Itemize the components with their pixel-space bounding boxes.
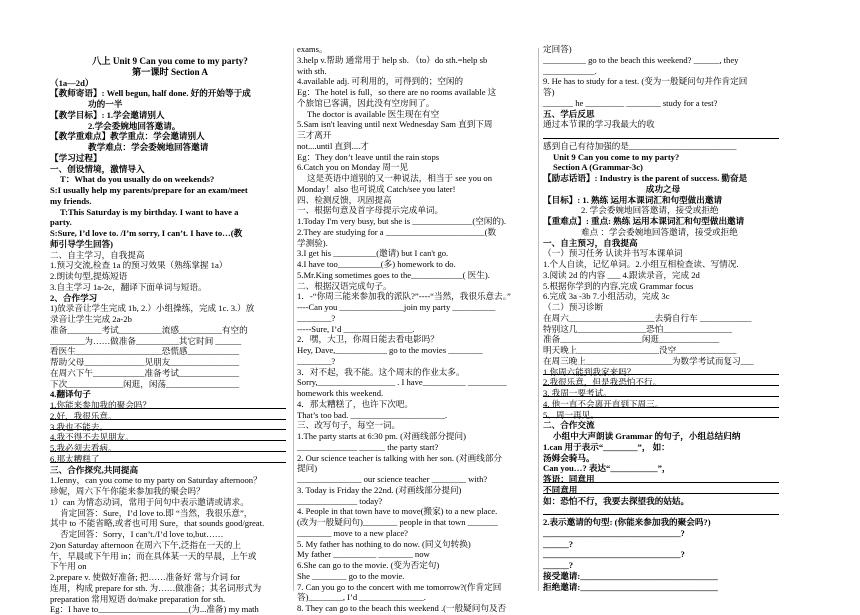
text-line: 答语：同意用	[543, 474, 783, 485]
text-line: 5、周一再见。	[543, 410, 783, 421]
text-line: 下次_____________闲逛，闲荡_________________	[50, 378, 240, 389]
text-line: 1.Jenny，can you come to my party on Saturday afternoon？	[50, 475, 262, 486]
text-line: Hey, Dave,____________ go to the movies ________	[297, 345, 483, 355]
text-line: 在周六____________________去骑自行车 ____________	[543, 312, 752, 323]
text-line: ________________________________?	[543, 549, 685, 560]
text-line: 【教师寄语】: Well begun, half done. 好的开始等于成	[50, 88, 251, 99]
text-line: （二）预习诊断	[543, 302, 604, 312]
text-line: 8. They can go to the beach this weekend .(一般疑问句及否	[297, 603, 507, 613]
column-middle	[297, 44, 532, 614]
text-line: Sorry,__________________ . I have__________ _________	[297, 377, 507, 388]
text-line: 2.They are studying for a _______________________(数	[297, 226, 497, 237]
text-line: not....until 直到....才	[297, 140, 369, 151]
text-line: 一、创设情境，激情导入	[50, 163, 145, 174]
text-line: S:Sure, I’d love to. /I’m sorry, I can’t. I have to…(教	[50, 228, 243, 238]
text-line: 2. Our science teacher is talking with her son. (对画线部分	[297, 452, 503, 463]
text-line: 功的一半	[88, 99, 123, 109]
text-line: with sth.	[297, 65, 327, 76]
text-line: 四、检测反馈，巩固提高	[297, 194, 392, 205]
text-line: 一、自主预习，自我提高	[543, 237, 638, 248]
text-line: 5.根据你学到的内容,完成 Grammar focus	[543, 280, 694, 291]
text-line: 1．-“你周三能来参加我的派队?”----“当然，我很乐意去。”	[297, 291, 511, 302]
column-divider	[293, 48, 294, 591]
text-line: 珍妮，周六下午你能来参加我的聚会吗？	[50, 486, 205, 496]
text-line: 【教学重难点】教学重点：学会邀请别人	[50, 131, 205, 142]
text-line: 准备___________________闲逛______________	[543, 334, 720, 345]
text-line: 如：恐怕不行，我要去探望我的姑姑。	[543, 495, 690, 506]
text-line: 4.I have too__________(多) homework to do.	[297, 259, 456, 269]
text-line: 6.完成 3a -3b 7.小组活动，完成 3c	[543, 291, 670, 302]
text-line: my friends.	[50, 195, 92, 206]
text-line: 1.你周六能到我家来吗？	[543, 367, 783, 378]
text-line	[543, 130, 783, 141]
text-line: 答)________, I’d _______________.	[297, 592, 426, 603]
text-line: 连用，构成 prepare for sth. 为……做准备；其名词形式为	[50, 582, 262, 593]
text-line: 成功之母	[645, 183, 681, 194]
text-line: 否定回答：Sorry，I can’t./I’d love to,but……	[60, 529, 224, 539]
text-line: 1.预习交流,检查 1a 的预习效果（熟练掌握 1a）	[50, 260, 228, 271]
text-line: 一、根据句意及首字母提示完成单词。	[297, 205, 444, 216]
text-line: 拒绝邀请:________________________________	[543, 581, 718, 592]
text-line: That’s too bad. ______________________.	[297, 409, 448, 420]
text-line: 二、合作交流	[543, 420, 595, 431]
text-line: 个旅馆已客满，因此没有空房间了。	[297, 97, 435, 108]
text-line: 3.我也不能去。	[50, 422, 290, 433]
text-line: ______?	[543, 560, 574, 570]
text-line: 答)	[543, 87, 555, 97]
text-line: 2. 学会委婉地回答邀请，接受或拒绝	[581, 205, 719, 216]
text-line: 2)on Saturday afternoon 在周六下午,泛指在一天的上	[50, 539, 241, 550]
text-line: 3.阅读 2d 的内容 ___ 4.跟读录音，完成 2d	[543, 269, 700, 280]
text-line: 【励志话语】: Industry is the parent of success. 勤奋是	[543, 173, 748, 183]
text-line: 6.那太糟糕了	[50, 454, 290, 465]
text-line: 1.Today I'm very busy, but she is ______________(空闲的).	[297, 216, 507, 226]
text-line: 4.我不得不去见朋友。	[50, 432, 290, 443]
text-line: 二、自主学习，自我提高	[50, 249, 145, 260]
text-line: The doctor is available 医生现在有空	[307, 108, 440, 119]
text-line: ______________ ______ the party start?	[297, 441, 439, 452]
text-line: 3．对不起，我不能。这个周末的作业太多。	[297, 366, 465, 377]
text-line: 2.朗读句型,提炼短语	[50, 271, 128, 281]
text-line: （1a—2d）	[50, 77, 94, 88]
text-line: Eg：The hotel is full，so there are no rooms available 这	[297, 87, 497, 97]
text-line: 5. My father has nothing to do now. (同义句转换)	[297, 538, 471, 549]
text-line: 教学难点：学会委婉地回答邀请	[88, 142, 209, 152]
text-line: 2.prepare v. 使做好准备; 把……准备好 常与介词 for	[50, 572, 241, 582]
column-left	[50, 56, 290, 615]
text-line: 难点 ：学会委婉地回答邀请，接受或拒绝	[581, 226, 738, 237]
text-line: 八上 Unit 9 Can you come to my party?	[92, 56, 248, 66]
text-line: 5.我必须去看病。	[50, 443, 290, 454]
text-line: 午，早晨或下午用 in；而在具体某一天的早晨，上午或	[50, 550, 257, 561]
text-line: 下午用 on	[50, 561, 87, 572]
text-line: 4.available adj. 可利用的，可得到的；空闲的	[297, 76, 464, 87]
text-line: Unit 9 Can you come to my party?	[553, 151, 680, 162]
text-line: ______?	[543, 538, 574, 549]
text-line: 1)放录音让学生完成 1b, 2.）小组操练，完成 1c. 3.）放	[50, 303, 255, 314]
text-line: homework this weekend.	[297, 388, 384, 398]
text-line: 3.自主学习 1a-2c，翻译下面单词与短语。	[50, 281, 207, 292]
text-line: ________?	[297, 312, 336, 323]
text-line: 3. Today is Friday the 22nd. (对画线部分提问)	[297, 484, 462, 495]
text-line: 小组中大声朗读 Grammar 的句子，小组总结归纳	[553, 431, 741, 441]
text-line: 2.好，我很乐意。	[50, 411, 290, 422]
text-line: S:I usually help my parents/prepare for an exam/meet	[50, 185, 248, 195]
text-line: 准备________考试__________流感__________有空的	[50, 324, 248, 335]
column-divider	[538, 48, 539, 591]
text-line: ____________.	[543, 65, 597, 76]
text-line: ________?	[297, 355, 336, 366]
text-line: 接受邀请:________________________________	[543, 570, 718, 581]
text-line: 明天晚上___________________没空______________	[543, 345, 737, 355]
text-line: (改为一般疑问句)________ people in that town _______	[297, 517, 498, 527]
text-line: T：What do you usually do on weekends?	[60, 174, 215, 185]
text-line: ----Can you _______________join my party __________	[297, 302, 496, 312]
text-line: _______________ our science teacher ________ with?	[297, 474, 488, 484]
text-line: （一）预习任务 认读并书写本课单词	[543, 248, 683, 259]
text-line: Can you…? 表达“___________”，	[543, 463, 671, 474]
text-line: 4.翻译句子	[50, 389, 91, 400]
text-line: 1.你能来参加我的聚会吗？	[50, 400, 290, 411]
text-line: 6.She can go to the movie. (变为否定句)	[297, 560, 440, 570]
text-line: She ________ go to the movie.	[297, 570, 405, 581]
text-line: 学测验).	[297, 237, 328, 248]
text-line: 在周六下午____________准备考试______________	[50, 367, 240, 378]
text-line: 3.help v.帮助 通常用于 help sb. （to）do sth.=help sb	[297, 54, 488, 65]
text-line: 通过本节课的学习我最大的收	[543, 119, 655, 130]
text-line: 2.我很乐意，但是我恐怕不行。	[543, 377, 783, 388]
text-line: exams。	[297, 44, 328, 54]
text-line: 二、根据汉语完成句子。	[297, 280, 392, 291]
text-line: 4．那太糟糕了，也许下次吧。	[297, 398, 414, 409]
column-right	[543, 44, 783, 592]
text-line: ________为……做准备__________其它时间 ______	[50, 335, 242, 346]
text-line: 第一课时 Section A	[131, 66, 209, 77]
text-line: 【教学目标】: 1.学会邀请别人	[50, 109, 165, 120]
text-line: Monday！also 也可说成 Catch/see you later!	[297, 183, 456, 194]
text-line: 不同意用	[543, 485, 783, 496]
text-line: 【目标】: 1. 熟练 运用本课词汇和句型做出邀请	[543, 194, 723, 205]
text-line: 5.Mr.King sometimes goes to the____________( 医生).	[297, 269, 490, 280]
text-line: 2．嘿，大卫，你周日能去看电影吗？	[297, 334, 439, 345]
text-line: 3.I get his __________(邀请) but I can't go.	[297, 248, 449, 259]
text-line: 1）can 为情态动词，常用于问句中表示邀请或请求。	[50, 496, 249, 507]
text-line: 9. He has to study for a test. (变为一般疑问句并作肯定回	[543, 76, 748, 87]
text-line: 录音让学生完成 2a-2b	[50, 314, 132, 324]
text-line: 特别这几________________恐怕________________	[543, 323, 733, 334]
text-line: 定回答)	[543, 44, 572, 54]
text-line: 感到自己有待加强的是_________________________	[543, 140, 737, 151]
text-line: ________________________________?	[543, 527, 685, 538]
text-line: 4. 他一直不会离开直到下周三。	[543, 399, 783, 410]
text-line: 这是英语中道别的又一种说法，相当于 see you on	[307, 173, 492, 183]
text-line: ________ move to a new place?	[297, 527, 408, 538]
text-line: __________ go to the beach this weekend? ______, they	[543, 54, 739, 65]
text-line	[543, 506, 783, 517]
text-line: Eg：I have to_____________________(为...准备) my math	[50, 604, 259, 615]
text-line: 2、合作学习	[50, 292, 98, 303]
text-line: 【重难点】: 重点: 熟练 运用本课词汇和句型做出邀请	[543, 216, 745, 226]
text-line: 4. People in that town have to move(搬家) to a new place.	[297, 506, 498, 517]
text-line: party.	[50, 217, 72, 228]
text-line: 2.学会委婉地回答邀请。	[88, 120, 181, 131]
text-line: 在周三晚上____________________为数学考试而复习___	[543, 355, 754, 366]
text-line: 2.表示邀请的句型: (你能来参加我的聚会吗?)	[543, 517, 711, 527]
text-line: _______ he _________ ________ study for a test?	[543, 97, 718, 108]
text-line: 三、合作探究,共同提高	[50, 464, 139, 475]
text-line: 汤姆会骑马。	[543, 452, 595, 463]
text-line: 其中 to 不能省略,或者也可用 Sure，that sounds good/great.	[50, 518, 265, 529]
text-line: ______________ today?	[297, 495, 383, 506]
text-line: My father __________ ________ now	[297, 549, 430, 560]
text-line: 五、学后反思	[543, 108, 595, 119]
text-line: 肯定回答：Sure，I’d love to.即 “当然，我很乐意”，	[60, 507, 253, 518]
text-line: T:This Saturday is my birthday. I want to have a	[60, 206, 239, 217]
text-line: 1.can 用于表示“________”， 如：	[543, 441, 670, 452]
text-line: 1.个人自读，记忆单词。2.小组互相检查读、写情况.	[543, 259, 739, 269]
text-line: 6.Catch you on Monday 周一见	[297, 162, 408, 173]
text-line: 提问)	[297, 463, 318, 474]
text-line: 帮助父母______________见朋友________________	[50, 357, 240, 367]
text-line: 看医生____________________恐慌感____________	[50, 346, 240, 357]
text-line: -----Sure, I’d ________________.	[297, 323, 415, 334]
text-line: 师引导学生回答)	[50, 238, 114, 249]
text-line: 三才离开	[297, 130, 332, 140]
text-line: Eg：They don’t leave until the rain stops	[297, 151, 440, 162]
text-line: 5.Sam isn't leaving until next Wednesday Sam 直到下周	[297, 119, 493, 130]
text-line: 三、改写句子，每空一词。	[297, 420, 401, 431]
text-line: 1.The party starts at 6:30 pm. (对画线部分提问)	[297, 431, 466, 441]
text-line: Section A (Grammar-3c)	[553, 162, 643, 173]
text-line: 【学习过程】	[50, 152, 102, 163]
text-line: 3. 我周一要考试。	[543, 388, 783, 399]
text-line: 7. Can you go to the concert with me tomorrow?(作肯定回	[297, 581, 502, 592]
text-line: preparation 常用短语 do/make preparation for sth.	[50, 593, 226, 604]
